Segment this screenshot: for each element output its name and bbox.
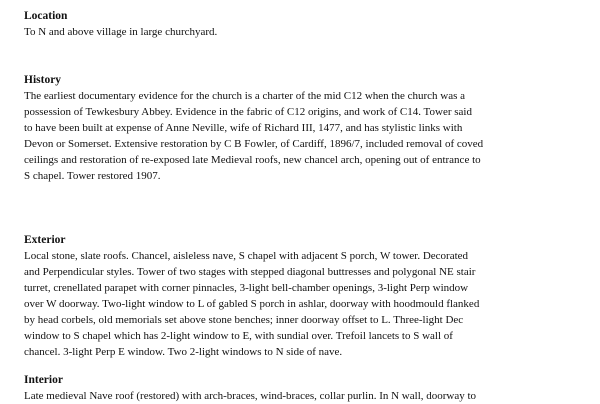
exterior-section [24, 232, 584, 360]
text-line: Late medieval Nave roof (restored) with arch-braces, wind-braces, collar purlin. In N wall, doorway to [24, 390, 477, 402]
text-line: S chapel. Tower restored 1907. [24, 170, 161, 182]
text-line: To N and above village in large churchyard. [24, 26, 218, 38]
text-line: The earliest documentary evidence for the church is a charter of the mid C12 when the church was a [24, 90, 466, 102]
text-line: ceilings and restoration of re-exposed late Medieval roofs, new chancel arch, opening out of entrance to [24, 154, 481, 166]
interior-text [24, 388, 584, 404]
exterior-text [24, 248, 584, 360]
location-heading: Location [24, 10, 68, 22]
location-section [24, 8, 584, 40]
location-text [24, 24, 584, 40]
text-line: chancel. 3-light Perp E window. Two 2-light windows to N side of nave. [24, 346, 343, 358]
interior-section [24, 372, 584, 404]
text-line: window to S chapel which has 2-light window to E, with sundial over. Trefoil lancets to S wall of [24, 330, 453, 342]
text-line: to have been built at expense of Anne Neville, wife of Richard III, 1477, and has stylistic links with [24, 122, 463, 134]
text-line: turret, crenellated parapet with corner pinnacles, 3-light bell-chamber openings, 3-light Perp window [24, 282, 469, 294]
history-section [24, 72, 584, 184]
text-line: and Perpendicular styles. Tower of two stages with stepped diagonal buttresses and polygonal NE stair [24, 266, 476, 278]
exterior-heading: Exterior [24, 234, 66, 246]
interior-heading: Interior [24, 374, 63, 386]
text-line: Devon or Somerset. Extensive restoration by C B Fowler, of Cardiff, 1896/7, included removal of coved [24, 138, 484, 150]
text-line: possession of Tewkesbury Abbey. Evidence in the fabric of C12 origins, and work of C14. Tower said [24, 106, 472, 118]
text-line: by head corbels, old memorials set above stone benches; inner doorway offset to L. Three-light Dec [24, 314, 464, 326]
text-line: over W doorway. Two-light window to L of gabled S porch in ashlar, doorway with hoodmould flanked [24, 298, 480, 310]
history-heading: History [24, 74, 62, 86]
history-text [24, 88, 584, 184]
text-line: Local stone, slate roofs. Chancel, aisleless nave, S chapel with adjacent S porch, W tower. Decorated [24, 250, 469, 262]
